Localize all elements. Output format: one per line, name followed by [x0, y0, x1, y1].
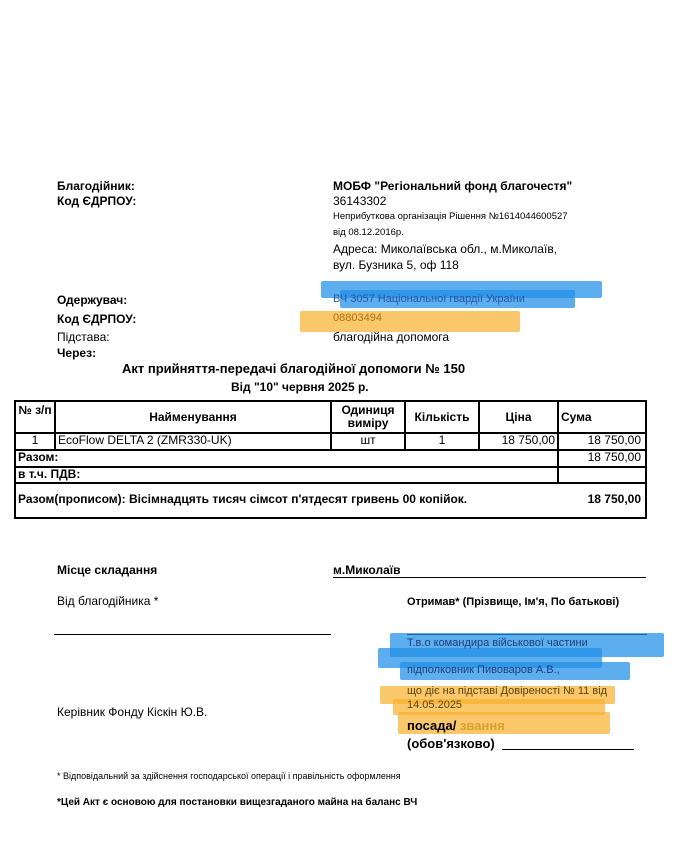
recipient-value: ВЧ 3057 Національної гвардії України	[333, 293, 525, 305]
via-label: Через:	[57, 346, 97, 360]
donor-label: Благодійник:	[57, 179, 135, 193]
total-label: Разом:	[18, 450, 59, 464]
address-line1: Адреса: Миколаївська обл., м.Миколаїв,	[333, 242, 558, 256]
header-num: № з/п	[18, 403, 52, 417]
place-label: Місце складання	[57, 563, 158, 577]
footnote-basis: *Цей Акт є основою для постановки вищезгаданого майна на баланс ВЧ	[57, 797, 418, 808]
row-unit: шт	[360, 433, 376, 447]
header-price: Ціна	[505, 410, 532, 424]
donor-name: МОБФ "Регіональний фонд благочестя"	[333, 179, 573, 193]
basis-label: Підстава:	[57, 330, 110, 344]
nonprofit-line2: від 08.12.2016р.	[333, 227, 404, 238]
header-name: Найменування	[149, 410, 237, 424]
edrpou-label: Код ЄДРПОУ:	[57, 194, 137, 208]
items-table	[14, 400, 647, 519]
received-line4: 14.05.2025	[407, 699, 463, 711]
donor-signature-line	[54, 634, 331, 635]
act-date: Від "10" червня 2025 р.	[231, 380, 369, 394]
basis-value: благодійна допомога	[333, 330, 450, 344]
place-value: м.Миколаїв	[333, 563, 646, 578]
nonprofit-line1: Неприбуткова організація Рішення №1614044600527	[333, 211, 568, 222]
act-title: Акт прийняття-передачі благодійної допомоги № 150	[122, 361, 466, 376]
position-text: посада/	[407, 718, 457, 733]
header-unit: Одиниця виміру	[341, 403, 395, 430]
recipient-edrpou-value: 08803494	[333, 312, 382, 324]
from-donor-label: Від благодійника *	[57, 594, 159, 608]
row-price: 18 750,00	[501, 433, 555, 447]
row-num: 1	[31, 433, 39, 447]
recipient-label: Одержувач:	[57, 293, 128, 307]
row-name: EcoFlow DELTA 2 (ZMR330-UK)	[58, 433, 232, 447]
total-in-words-value: 18 750,00	[587, 492, 641, 506]
header-qty: Кількість	[414, 410, 470, 424]
recipient-edrpou-label: Код ЄДРПОУ:	[57, 312, 137, 326]
received-line1: Т.в.о командира військової частини	[407, 637, 588, 649]
received-label: Отримав* (Прізвище, Ім'я, По батькові)	[407, 596, 620, 608]
row-qty: 1	[438, 433, 446, 447]
received-line2: підполковник Пивоваров А.В.,	[407, 664, 560, 676]
head-of-fund: Керівник Фонду Кіскін Ю.В.	[57, 705, 208, 719]
edrpou-value: 36143302	[333, 194, 387, 208]
address-line2: вул. Бузника 5, оф 118	[333, 258, 459, 272]
footnote-responsible: * Відповідальний за здійснення господарської операції і правільність оформлення	[57, 771, 401, 781]
position-label	[407, 718, 505, 733]
rank-text: звання	[459, 718, 505, 733]
mandatory-label: (обов'язково)	[407, 736, 495, 751]
total-in-words: Разом(прописом): Вісімнадцять тисяч сімсот п'ятдесят гривень 00 копійок.	[18, 492, 468, 506]
vat-label: в т.ч. ПДВ:	[18, 467, 81, 481]
total-value: 18 750,00	[587, 450, 641, 464]
position-signature-line	[502, 749, 634, 750]
received-line3: що діє на підставі Довіреності № 11 від	[407, 685, 608, 697]
header-sum: Сума	[561, 410, 592, 424]
row-sum: 18 750,00	[587, 433, 641, 447]
